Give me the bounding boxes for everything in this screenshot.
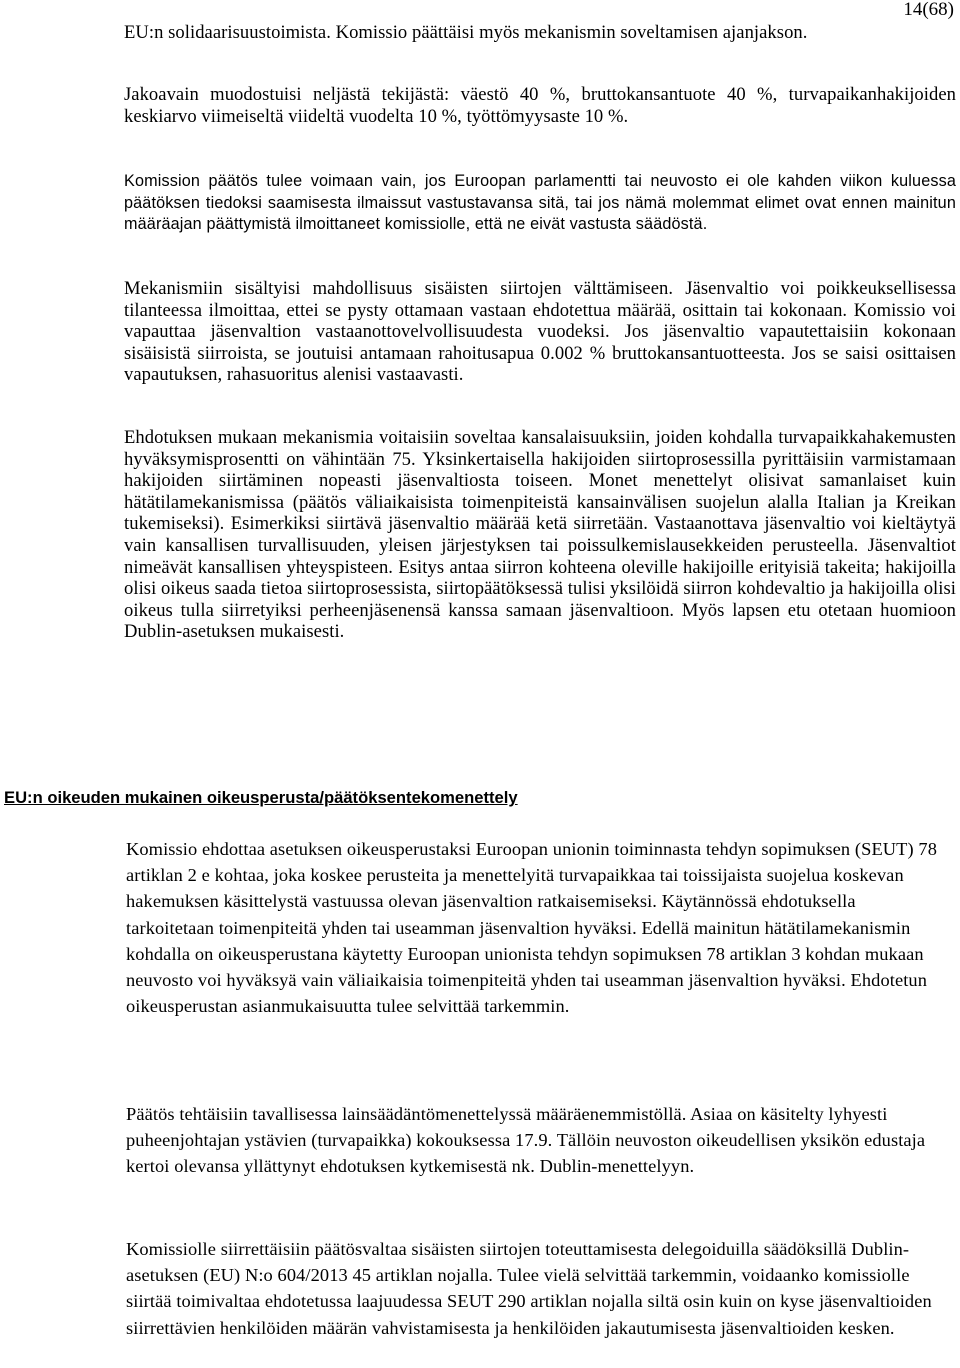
paragraph-distribution-key: Jakoavain muodostuisi neljästä tekijästä: väestö 40 %, bruttokansantuote 40 %, turvapaikanhakijoiden keskiarvo viimeiseltä viideltä vuodelta 10 %, työttömyysaste 10 %. bbox=[124, 84, 956, 127]
paragraph-decision-procedure: Päätös tehtäisiin tavallisessa lainsäädäntömenettelyssä määräenemmistöllä. Asiaa on käsitelty lyhyesti puheenjohtajan ystävien (turvapaikka) kokouksessa 17.9. Tällöin neuvoston oikeudellisen yksikön edustaja kertoi olevansa yllättynyt ehdotuksen kytkemisestä nk. Dublin-menettelyyn. bbox=[126, 1104, 926, 1177]
paragraph-mechanism-application: Ehdotuksen mukaan mekanismia voitaisiin soveltaa kansalaisuuksiin, joiden kohdalla turvapaikkahakemusten hyväksymisprosentti on vähintään 75. Yksinkertaisella hakijoiden siirtoprosessilla pyrittäisiin varmistamaan hakijoiden siirtäminen nopeasti jäsenvaltiosta toiseen. Monet menettelyt olisivat samanlaiset kuin hätätilamekanismissa (päätös väliaikaisista toimenpiteistä kansainvälisen suojelun alalla Italian ja Kreikan tukemiseksi). Esimerkiksi siirtävä jäsenvaltio määrää ketä siirretään. Vastaanottava jäsenvaltio voi kieltäytyä vain kansallisen turvallisuuden, yleisen järjestyksen tai poissulkemislausekkeiden perusteella. Jäsenvaltiot nimeävät kansallisen yhteyspisteen. Esitys antaa siirron kohteena oleville hakijoille erityisiä takeita; hakijoilla olisi oikeus saada tietoa siirtoprosessista, siirtopäätöksessä tulisi yksilöidä siirron kohdevaltio ja hakijoilla olisi oikeus tulla siirretyiksi perheenjäsenensä kanssa samaan jäsenvaltioon. Myös lapsen etu otetaan huomioon Dublin-asetuksen mukaisesti. bbox=[124, 427, 956, 643]
section-heading-legal-basis: EU:n oikeuden mukainen oikeusperusta/päätöksentekomenettely bbox=[4, 788, 518, 807]
paragraph-solidarity-actions: EU:n solidaarisuustoimista. Komissio päättäisi myös mekanismin soveltamisen ajanjakson. bbox=[124, 22, 808, 43]
paragraph-delegated-acts: Komissiolle siirrettäisiin päätösvaltaa sisäisten siirtojen toteuttamisesta delegoiduilla säädöksillä Dublin-asetuksen (EU) N:o 604/2013 45 artiklan nojalla. Tulee vielä selvittää tarkemmin, voidaanko komissiolle siirtää toimivaltaa ehdotetussa laajuudessa SEUT 290 artiklan nojalla siltä osin kuin on kyse jäsenvaltioiden siirrettävien henkilöiden määrän vahvistamisesta ja henkilöiden jakautumisesta jäsenvaltioiden kesken. bbox=[126, 1239, 932, 1338]
page-number: 14(68) bbox=[903, 0, 954, 20]
paragraph-legal-basis: Komissio ehdottaa asetuksen oikeusperustaksi Euroopan unionin toiminnasta tehdyn sopimuksen (SEUT) 78 artiklan 2 e kohtaa, joka koskee perusteita ja menettelyitä turvapaikkaa tai toissijaista suojelua koskevan hakemuksen käsittelystä vastuussa olevan jäsenvaltion ratkaisemiseksi. Käytännössä ehdotuksella tarkoitetaan toimenpiteitä yhden tai useamman jäsenvaltion hyväksi. Edellä mainitun hätätilamekanismin kohdalla on oikeusperustana käytetty Euroopan unionista tehdyn sopimuksen 78 artiklan 3 kohdan mukaan neuvosto voi hyväksyä vain väliaikaisia toimenpiteitä yhden tai useamman jäsenvaltion hyväksi. Ehdotetun oikeusperustan asianmukaisuutta tulee selvittää tarkemmin. bbox=[126, 839, 937, 1017]
paragraph-commission-decision: Komission päätös tulee voimaan vain, jos Euroopan parlamentti tai neuvosto ei ole kahden viikon kuluessa päätöksen tiedoksi saamisesta ilmaissut vastustavansa sitä, tai jos nämä molemmat elimet ovat ennen mainitun määräajan päättymistä ilmoittaneet komissiolle, että ne eivät vastusta säädöstä. bbox=[124, 172, 956, 234]
paragraph-mechanism-exemption: Mekanismiin sisältyisi mahdollisuus sisäisten siirtojen välttämiseen. Jäsenvaltio voi poikkeuksellisessa tilanteessa ilmoittaa, ettei se pysty ottamaan vastaan ehdotettua määrää, osittain tai kokonaan. Komissio voi vapauttaa jäsenvaltion vastaanottovelvollisuudesta vuodeksi. Jos jäsenvaltio vapautettaisiin kokonaan sisäisistä siirroista, se joutuisi antamaan rahoitusapua 0.002 % bruttokansantuotteesta. Jos se saisi osittaisen vapautuksen, rahasuoritus alenisi vastaavasti. bbox=[124, 278, 956, 386]
